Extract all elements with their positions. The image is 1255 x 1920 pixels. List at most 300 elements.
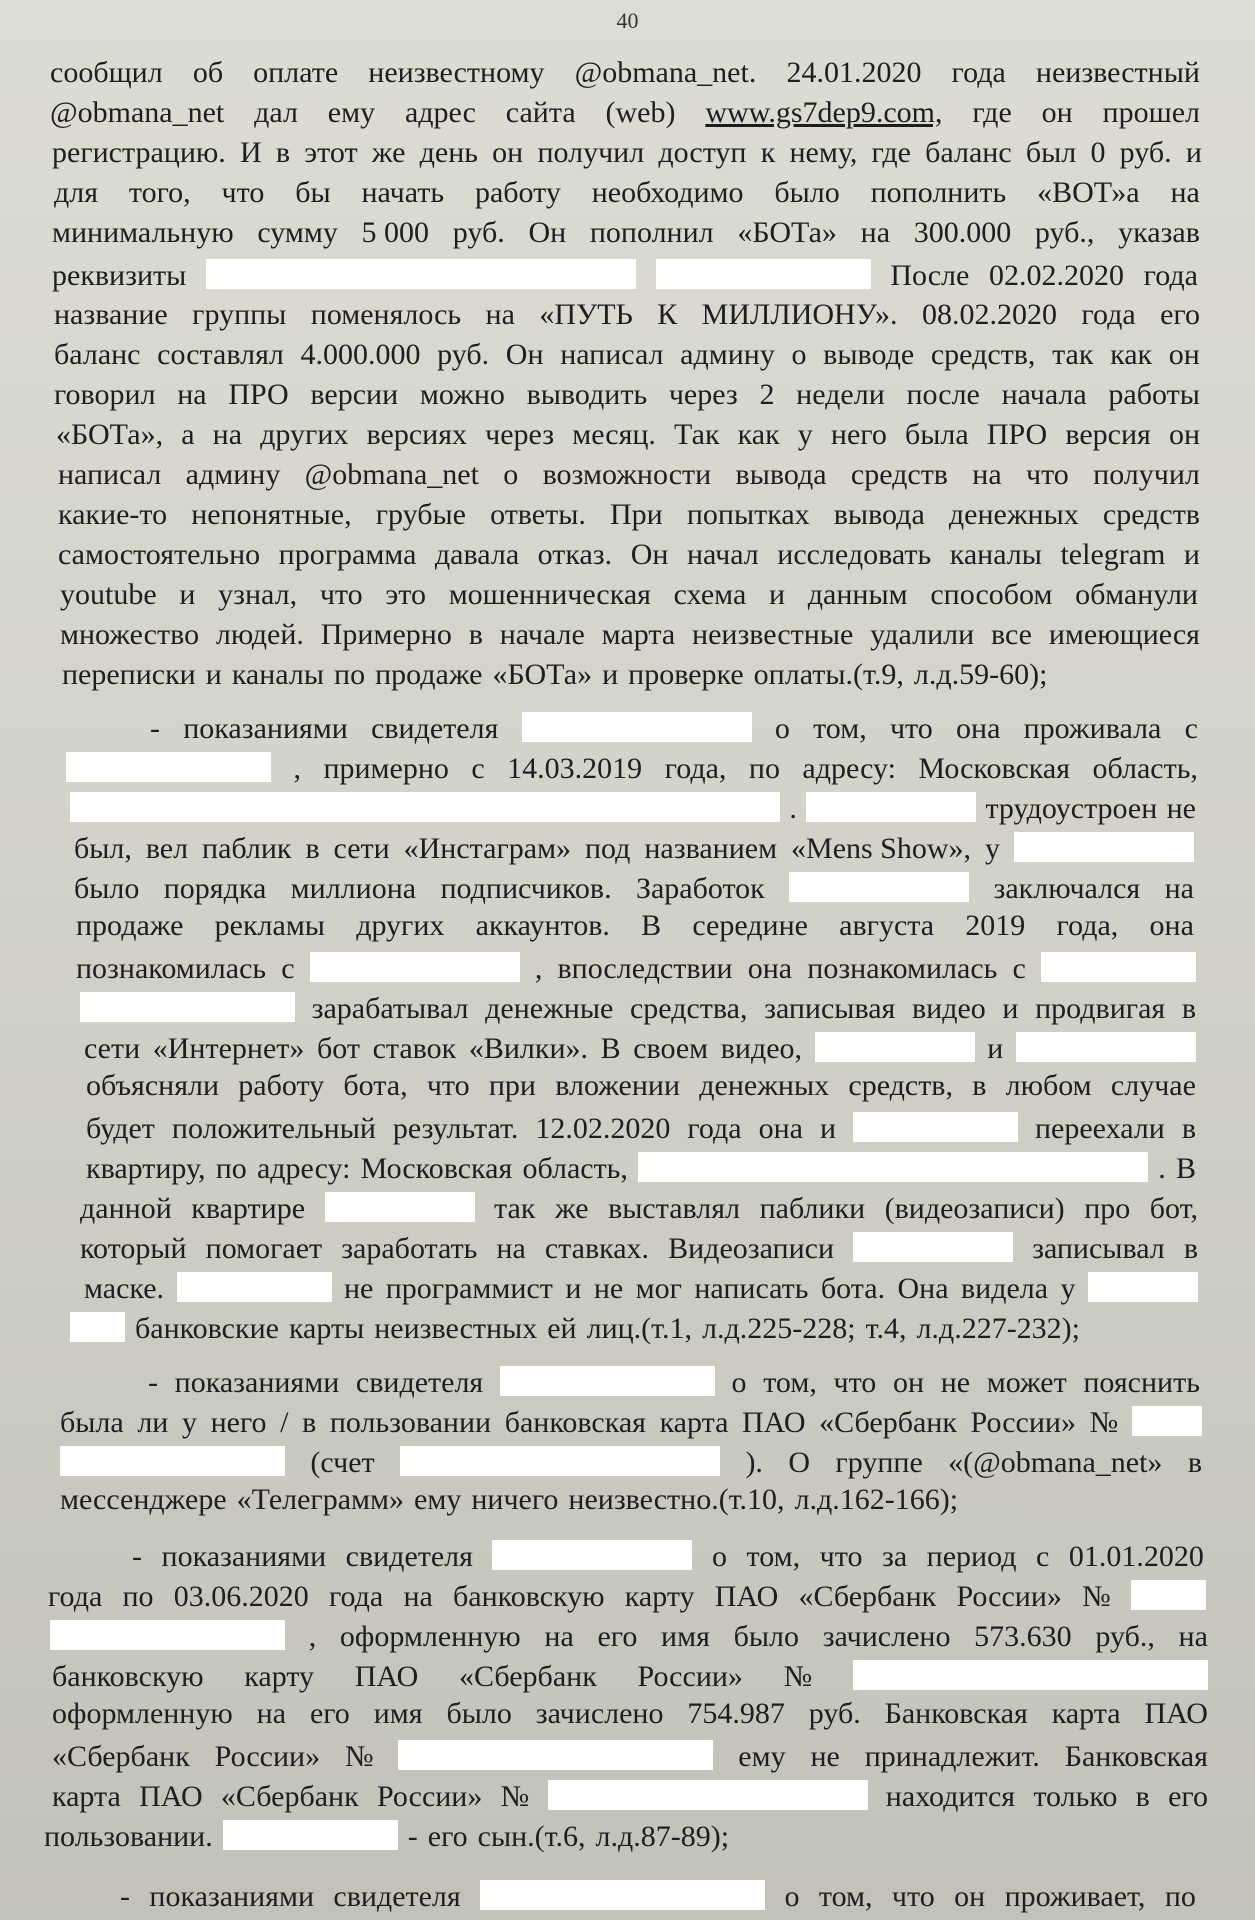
- text-word: года,: [664, 752, 727, 785]
- text-line: [80, 1228, 1198, 1264]
- text-word: 08.02.2020: [921, 298, 1057, 331]
- text-word: при: [488, 1069, 536, 1102]
- text-word: и: [819, 1112, 837, 1145]
- text-word: доступ: [658, 136, 747, 169]
- text-word: схема: [673, 578, 747, 611]
- text-word: неизвестные: [692, 618, 854, 651]
- text-word: на: [256, 1697, 287, 1730]
- text-word: что: [819, 1540, 863, 1573]
- text-line: [74, 828, 1194, 864]
- text-word: России»: [376, 1780, 483, 1813]
- text-word: познакомилась: [807, 952, 998, 985]
- text-word: года,: [1056, 909, 1119, 942]
- text-word: Московская: [360, 1152, 513, 1185]
- text-word: она: [747, 952, 793, 985]
- text-word: ПАО: [1144, 1697, 1208, 1730]
- text-line: [62, 657, 1090, 693]
- text-line: [76, 908, 1194, 944]
- text-word: аккаунтов.: [475, 909, 610, 942]
- text-word: «ВОТ»а: [1037, 176, 1140, 209]
- text-word: версии: [310, 378, 399, 411]
- text-word: о: [774, 712, 790, 745]
- text-word: мессенджере: [60, 1483, 227, 1516]
- text-word: Банковская: [1064, 1740, 1208, 1773]
- text-word: что: [1026, 458, 1069, 491]
- text-word: группе: [835, 1446, 923, 1479]
- text-word: youtube: [60, 578, 157, 611]
- redaction-block: [1041, 952, 1196, 982]
- text-word: сети: [84, 1032, 141, 1065]
- text-word: начать: [361, 176, 445, 209]
- text-word: года: [1143, 259, 1198, 292]
- text-word: показаниями: [149, 1880, 314, 1913]
- text-word: года: [951, 56, 1006, 89]
- text-word: область,: [1092, 752, 1198, 785]
- text-word: в: [468, 618, 483, 651]
- text-word: объясняли: [86, 1069, 220, 1102]
- text-word: его: [1168, 1780, 1208, 1813]
- text-word: него: [210, 1406, 267, 1439]
- redaction-block: [806, 792, 976, 822]
- text-word: 300.000: [913, 216, 1012, 249]
- text-word: бы: [295, 176, 331, 209]
- text-line: [148, 1362, 1200, 1398]
- text-line: [50, 95, 1200, 131]
- text-word: в: [1181, 1112, 1196, 1145]
- text-word: года: [687, 1112, 742, 1145]
- text-word: любом: [1005, 1069, 1092, 1102]
- text-word: у: [181, 1406, 197, 1439]
- text-word: л.д.87-89);: [595, 1820, 730, 1853]
- text-line: [70, 1308, 1110, 1344]
- text-word: «Сбербанк: [819, 1406, 957, 1439]
- text-word: так: [494, 1192, 536, 1225]
- text-word: какие-то: [58, 498, 168, 531]
- text-word: неизвестный: [1035, 56, 1200, 89]
- text-line: [52, 1696, 1208, 1732]
- text-word: указав: [1118, 216, 1200, 249]
- text-word: и: [565, 1272, 582, 1305]
- text-word: середине: [692, 909, 808, 942]
- text-word: исследовать: [777, 538, 932, 571]
- redaction-block: [1132, 1406, 1202, 1436]
- text-word: у: [984, 832, 1000, 865]
- text-word: маске.: [84, 1272, 165, 1305]
- text-word: программист: [385, 1272, 553, 1305]
- text-word: его: [309, 1697, 350, 1730]
- text-word: т.4,: [865, 1312, 907, 1345]
- text-word: (видеозаписи): [884, 1192, 1065, 1225]
- text-word: Он: [630, 538, 669, 571]
- text-word: средств,: [848, 1069, 953, 1102]
- text-word: мог: [635, 1272, 682, 1305]
- text-line: [60, 1402, 1202, 1438]
- text-word: к: [760, 136, 776, 169]
- redaction-block: [492, 1540, 692, 1570]
- text-word: .: [789, 792, 797, 825]
- text-word: бота.: [820, 1272, 886, 1305]
- text-word: карты: [288, 1312, 365, 1345]
- text-word: было: [446, 1697, 512, 1730]
- text-word: она: [758, 1112, 803, 1145]
- text-word: что: [891, 1880, 935, 1913]
- redaction-block: [223, 1820, 398, 1850]
- text-word: №: [783, 1660, 813, 1693]
- text-word: «БОТа»: [492, 658, 593, 691]
- text-line: [120, 1876, 1196, 1912]
- text-word: для: [54, 176, 99, 209]
- text-word: банковская: [504, 1406, 646, 1439]
- text-word: ПАО: [714, 1580, 779, 1613]
- text-word: в: [305, 832, 320, 865]
- text-word: /: [280, 1406, 289, 1439]
- text-word: по: [748, 752, 780, 785]
- text-word: через: [485, 418, 555, 451]
- text-line: [58, 497, 1200, 533]
- text-word: №: [344, 1740, 374, 1773]
- text-word: карта: [659, 1406, 729, 1439]
- text-word: который: [80, 1232, 187, 1265]
- redaction-block: [548, 1780, 868, 1810]
- text-word: О: [788, 1446, 811, 1479]
- redaction-block: [638, 1152, 1148, 1182]
- text-word: с: [471, 752, 485, 785]
- text-word: недели: [796, 378, 885, 411]
- text-word: @obmana_net: [50, 96, 225, 129]
- text-word: а: [181, 418, 195, 451]
- text-word: ,: [293, 752, 301, 785]
- text-word: том,: [746, 1540, 801, 1573]
- text-word: «Сбербанк: [459, 1660, 597, 1693]
- text-word: работу: [238, 1069, 325, 1102]
- text-word: 573.630: [974, 1620, 1072, 1653]
- text-word: адресу:: [256, 1152, 351, 1185]
- text-word: сети: [333, 832, 390, 865]
- text-word: 24.01.2020: [786, 56, 922, 89]
- text-word: по: [122, 1580, 154, 1613]
- text-word: говорил: [54, 378, 156, 411]
- text-word: 2: [759, 378, 775, 411]
- text-word: telegram: [1060, 538, 1166, 571]
- text-word: в: [1135, 1780, 1150, 1813]
- text-word: имя: [373, 1697, 423, 1730]
- text-word: квартиру,: [86, 1152, 206, 1185]
- text-word: пользовании: [329, 1406, 492, 1439]
- redaction-block: [70, 792, 780, 822]
- redaction-block: [177, 1272, 332, 1302]
- text-word: админу: [185, 458, 281, 491]
- text-word: область,: [522, 1152, 628, 1185]
- text-word: ,: [308, 1620, 317, 1653]
- text-word: админу: [680, 338, 775, 371]
- text-line: [60, 617, 1200, 653]
- text-line: [60, 577, 1198, 613]
- redaction-block: [480, 1880, 765, 1910]
- text-word: этот: [304, 136, 358, 169]
- text-word: необходимо: [591, 176, 744, 209]
- text-line: [48, 1576, 1206, 1612]
- text-word: №: [1089, 1406, 1119, 1439]
- text-word: того,: [128, 176, 191, 209]
- text-word: руб.: [1119, 136, 1172, 169]
- text-word: «ПУТЬ: [539, 298, 633, 331]
- text-word: что: [833, 1366, 877, 1399]
- text-word: данным: [807, 578, 908, 611]
- text-word: В: [1175, 1152, 1196, 1185]
- text-word: карта: [52, 1780, 121, 1813]
- text-word: карта: [1051, 1697, 1121, 1730]
- text-word: что: [221, 176, 265, 209]
- redaction-block: [70, 1312, 125, 1342]
- text-word: средства,: [629, 992, 748, 1025]
- text-word: (счет: [310, 1446, 375, 1479]
- text-line: [52, 1656, 1208, 1692]
- text-word: удалили: [870, 618, 975, 651]
- text-word: о: [503, 458, 519, 491]
- text-word: программа: [278, 538, 417, 571]
- text-word: вложении: [555, 1069, 681, 1102]
- text-word: дал: [254, 96, 298, 129]
- text-word: денежных: [948, 498, 1079, 531]
- text-word: по: [334, 658, 366, 691]
- text-line: [132, 1536, 1204, 1572]
- text-word: названием: [644, 832, 778, 865]
- text-line: [54, 297, 1200, 333]
- text-word: только: [1033, 1780, 1118, 1813]
- text-word: она: [1149, 909, 1194, 942]
- text-word: бота,: [343, 1069, 408, 1102]
- text-word: пополнил: [589, 216, 714, 249]
- text-word: результат.: [392, 1112, 519, 1145]
- text-word: проживает,: [1004, 1880, 1146, 1913]
- text-word: России»: [970, 1406, 1076, 1439]
- text-word: и: [205, 658, 222, 691]
- text-word: непонятные,: [191, 498, 352, 531]
- text-word: на: [177, 378, 207, 411]
- text-word: ПАО: [742, 1406, 806, 1439]
- redaction-block: [310, 952, 520, 982]
- text-word: своем: [633, 1032, 709, 1065]
- text-line: [86, 1068, 1196, 1104]
- text-word: карту: [244, 1660, 315, 1693]
- text-word: «Сбербанк: [220, 1780, 359, 1813]
- text-word: с: [1184, 712, 1198, 745]
- text-word: имя: [661, 1620, 710, 1653]
- text-word: 01.01.2020: [1068, 1540, 1204, 1573]
- text-word: вывода: [833, 498, 925, 531]
- text-word: руб.,: [1034, 216, 1095, 249]
- text-word: -: [132, 1540, 142, 1573]
- text-word: и: [1185, 136, 1202, 169]
- text-word: на: [1170, 176, 1200, 209]
- text-word: заработать: [341, 1232, 478, 1265]
- text-word: была: [904, 418, 969, 451]
- text-word: работу: [474, 176, 561, 209]
- text-word: продаже: [375, 658, 483, 691]
- text-word: том,: [813, 712, 867, 745]
- text-word: не: [593, 1272, 624, 1305]
- text-word: руб.,: [1095, 1620, 1155, 1653]
- text-word: помогает: [205, 1232, 323, 1265]
- text-word: с: [281, 952, 295, 985]
- text-word: банковские: [135, 1312, 279, 1345]
- text-word: что: [319, 578, 363, 611]
- text-word: «Mens Show»,: [791, 832, 972, 865]
- text-word: .: [1158, 1152, 1166, 1185]
- text-word: сын.(т.6,: [477, 1820, 586, 1853]
- text-line: [58, 537, 1200, 573]
- text-word: о: [711, 1540, 727, 1573]
- text-word: самостоятельно: [58, 538, 261, 571]
- text-word: В: [641, 909, 662, 942]
- text-word: был: [1025, 136, 1077, 169]
- text-word: название: [54, 298, 168, 331]
- redaction-block: [50, 1620, 285, 1650]
- text-word: после: [906, 378, 980, 411]
- text-word: с: [1012, 952, 1026, 985]
- text-word: записывая: [764, 992, 896, 1025]
- text-word: проверке: [628, 658, 744, 691]
- text-word: людей.: [215, 618, 304, 651]
- text-word: банковскую: [52, 1660, 204, 1693]
- text-word: «Сбербанк: [798, 1580, 937, 1613]
- text-word: оформленную: [52, 1697, 233, 1730]
- text-line: [86, 1108, 1196, 1144]
- text-word: бот: [317, 1032, 360, 1065]
- text-word: составлял: [157, 338, 284, 371]
- text-word: начале: [499, 618, 585, 651]
- text-word: переехали: [1035, 1112, 1165, 1145]
- text-word: под: [584, 832, 631, 865]
- text-word: порядка: [163, 872, 267, 905]
- text-word: миллиона: [290, 872, 417, 905]
- text-word: «Инстаграм»: [403, 832, 572, 865]
- text-word: подписчиков.: [440, 872, 612, 905]
- text-word: имеющиеся: [1048, 618, 1200, 651]
- redaction-block: [1016, 1032, 1196, 1062]
- text-word: получил: [537, 136, 645, 169]
- text-word: том,: [818, 1880, 873, 1913]
- text-word: «БОТа»,: [56, 418, 164, 451]
- text-word: средств: [850, 458, 948, 491]
- text-word: руб.: [808, 1697, 861, 1730]
- text-word: После: [890, 259, 970, 292]
- text-word: выставлял: [608, 1192, 741, 1225]
- text-word: в: [1187, 1446, 1202, 1479]
- redaction-block: [400, 1446, 720, 1476]
- redaction-block: [853, 1232, 1013, 1262]
- text-word: по: [1164, 1880, 1196, 1913]
- text-word: о: [731, 1366, 747, 1399]
- text-word: ему: [414, 1483, 462, 1516]
- text-word: 2019: [965, 909, 1026, 942]
- page-number: 40: [616, 8, 639, 33]
- text-word: отказ.: [537, 538, 613, 571]
- text-word: Так: [674, 418, 720, 451]
- text-word: познакомилась: [76, 952, 267, 985]
- text-word: что: [426, 1069, 470, 1102]
- text-word: 12.02.2020: [535, 1112, 671, 1145]
- text-word: было: [733, 1620, 799, 1653]
- text-word: обманули: [1075, 578, 1198, 611]
- text-word: «Вилки».: [468, 1032, 588, 1065]
- text-line: [52, 135, 1202, 171]
- text-word: ставок: [372, 1032, 457, 1065]
- text-word: версиях: [366, 418, 468, 451]
- text-word: показаниями: [183, 712, 348, 745]
- text-word: впоследствии: [557, 952, 733, 985]
- text-word: ПАО: [354, 1660, 419, 1693]
- text-word: получил: [1093, 458, 1200, 491]
- text-word: данной: [80, 1192, 172, 1225]
- text-word: в: [1181, 992, 1196, 1025]
- text-word: средств: [1102, 498, 1200, 531]
- text-word: ему: [738, 1740, 786, 1773]
- text-line: [60, 1442, 1202, 1478]
- text-word: положительный: [171, 1112, 376, 1145]
- text-word: на: [1178, 1620, 1208, 1653]
- text-word: каналы: [231, 658, 325, 691]
- text-word: ставках.: [544, 1232, 650, 1265]
- text-line: [80, 988, 1196, 1024]
- text-word: Он: [528, 216, 567, 249]
- text-word: 4.000.000: [300, 338, 421, 371]
- text-line: [70, 788, 1196, 824]
- text-line: [50, 55, 1200, 91]
- text-word: При: [610, 498, 663, 531]
- text-word: на: [1164, 872, 1194, 905]
- text-word: видео,: [720, 1032, 803, 1065]
- text-word: адресу:: [802, 752, 896, 785]
- text-word: денежные: [485, 992, 614, 1025]
- text-word: зарабатывал: [311, 992, 469, 1025]
- text-line: [54, 337, 1200, 373]
- text-word: не: [940, 1366, 971, 1399]
- text-word: К: [657, 298, 678, 331]
- text-word: года: [48, 1580, 103, 1613]
- text-word: «Телеграмм»: [236, 1483, 405, 1516]
- text-word: в: [972, 1069, 987, 1102]
- text-word: 02.02.2020: [989, 259, 1124, 292]
- redaction-block: [656, 259, 871, 289]
- redaction-block: [1131, 1580, 1206, 1610]
- redaction-block: [1014, 832, 1194, 862]
- text-word: ничего: [471, 1483, 559, 1516]
- text-word: и: [1183, 538, 1200, 571]
- text-word: период: [926, 1540, 1017, 1573]
- text-line: [76, 948, 1196, 984]
- text-word: ему: [327, 96, 376, 129]
- text-word: он: [492, 136, 524, 169]
- text-word: его: [1160, 298, 1200, 331]
- text-word: ПРО: [228, 378, 289, 411]
- text-word: она: [956, 712, 1001, 745]
- text-word: него: [830, 418, 887, 451]
- text-word: руб.: [437, 338, 490, 371]
- text-word: он: [954, 1880, 986, 1913]
- text-word: продаже: [76, 909, 184, 942]
- text-word: @obmana_net: [304, 458, 479, 491]
- text-word: способом: [930, 578, 1053, 611]
- text-word: можно: [419, 378, 505, 411]
- text-word: написать: [694, 1272, 809, 1305]
- text-word: свидетеля: [355, 1366, 484, 1399]
- text-word: л.д.59-60);: [913, 658, 1048, 691]
- text-word: написал: [58, 458, 162, 491]
- text-word: видела: [961, 1272, 1049, 1305]
- text-word: И: [240, 136, 262, 169]
- text-word: может: [986, 1366, 1067, 1399]
